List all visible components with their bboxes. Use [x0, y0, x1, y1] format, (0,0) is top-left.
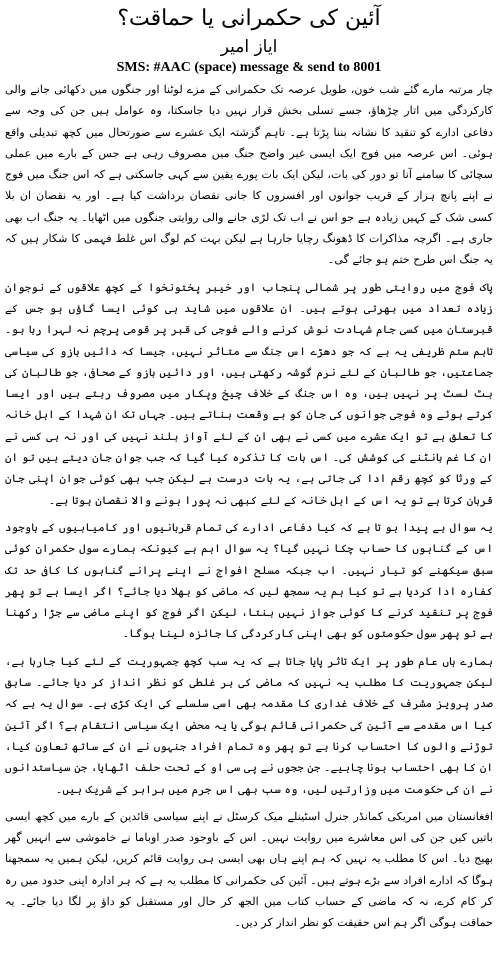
author-name: ایاز امیر — [220, 37, 278, 57]
article-body — [5, 79, 493, 934]
paragraph: پاک فوج میں روایتی طور پر شمالی پنجاب اور خیبر پختونخوا کے کچھ علاقوں کے نوجوان زیادہ تعداد میں بھرتی ہوتے ہیں۔ ان علاقوں میں شاید ہی کوئی ایسا گاؤں ہو جس کے قبرستان میں کسی جام شہادت نوش کرنے والے فوجی کی قبر پر قومی پرچم نہ لہرا رہا ہو۔ تاہم ستم ظریفی یہ ہے کہ جو دھڑے اس جنگ سے متاثر نہیں، جیسا کہ دائیں بازو کی سیاسی جماعتیں، جو طالبان کے لئے نرم گوشہ رکھتی ہیں، اور دائیں بازو کے صحافی، جو طالبان کی بٹ لسٹ پر نہیں ہیں، وہ اس جنگ کے خلاف چیخ وپکار میں مصروف رہتے ہیں اور ایسا کرتے ہوئے وہ فوجی جوانوں کی جان کو بے وقعت بناتے ہیں۔ جہاں تک ان شہدا کے اہل خانہ کا تعلق ہے تو ایک عشرے میں کسی نے بھی ان کے لئے آواز بلند نہیں کی اور نہ ہی کسی نے ان کا غم بانٹنے کی کوشش کی۔ اس بات کا تذکرہ کیا گیا کہ جب جوان جان دیتے ہیں تو ان کے ورثا کو کچھ رقم ادا کی جاتی ہے، یہ بات درست ہے لیکن جب بھی کوئی جوان اپنی جان قربان کرتا ہے تو یہ اس کے اہل خانہ کے لئے کبھی نہ پورا ہونے والا نقصان ہوتا ہے۔ — [5, 280, 493, 507]
paragraph: یہ سوال ہے پیدا ہو تا ہے کہ کیا دفاعی ادارے کی تمام قربانیوں اور کامیابیوں کے باوجود اس کے گناہوں کا حساب چکا نہیں گیا؟ یہ سوال اہم ہے کیونکہ ہمارے سول حکمران کوئی سبق سیکھنے کو تیار نہیں۔ اب جبکہ مسلح افواج نے اپنے پرانے گناہوں کا کافی حد تک کفارہ ادا کردیا ہے تو کیا ہم یہ سمجھ لیں کہ ماضی کو بھلا دیا جائے؟ اگر ایسا ہے تو پھر فوج پر تنقید کرنے کا کوئی جواز نہیں بنتا، لیکن اگر فوج کو اپنے ماضی سے جڑا رکھنا ہے تو پھر سول حکومتوں کو بھی اپنی کارکردگی کا جائزہ لینا ہوگا۔ — [5, 520, 493, 641]
sms-subscribe-line: SMS: #AAC (space) message & send to 8001 — [116, 60, 382, 75]
paragraph: چار مرتبہ مارے گئے شب خون، طویل عرصہ تک حکمرانی کے مزے لوٹنا اور جنگوں میں دکھائی جانے والی کارکردگی میں اتار چڑھاؤ، جسے تسلی بخش قرار نہیں دیا جاسکتا، وہ عوامل ہیں جن کی وجہ سے دفاعی ادارے کو تنقید کا نشانہ بننا پڑتا ہے۔ تاہم گزشتہ ایک عشرے سے صورتحال میں کچھ تبدیلی واقع ہوئی۔ اس عرصہ میں فوج ایک ایسی غیر واضح جنگ میں مصروف رہی ہے جس کے بارے میں عملی سچائی کا سامنے آنا تو دور کی بات، لیکن ایک بات پورے یقین سے کہی جاسکتی ہے کہ اس جنگ میں فوج نے اپنے پانچ ہزار کے قریب جوانوں اور افسروں کا جانی نقصان برداشت کیا ہے۔ اور یہ نقصان ان بلا کسی شک کے کہیں زیادہ ہے جو اس نے اب تک لڑی جانے والی روایتی جنگوں میں اٹھایا۔ یہ جنگ اب بھی جاری ہے۔ اگرچہ مذاکرات کا ڈھونگ رچایا جارہا ہے لیکن بہت کم لوگ اس غلط فہمی کا شکار ہیں کہ یہ جنگ اس طرح ختم ہو جائے گی۔ — [5, 83, 493, 267]
article-title: آئین کی حکمرانی یا حماقت؟ — [117, 6, 381, 31]
paragraph: ہمارے ہاں عام طور پر ایک تاثر پایا جاتا ہے کہ یہ سب کچھ جمہوریت کے لئے کیا جارہا ہے، لیکن جمہوریت کا مطلب یہ نہیں کہ ماضی کی ہر غلطی کو نظر انداز کر دیا جائے۔ سابق صدر پرویز مشرف کے خلاف غداری کا مقدمہ بھی اسی سلسلے کی ایک کڑی ہے۔ سوال یہ ہے کہ کیا اس مقدمے سے آئین کی حکمرانی قائم ہوگی یا یہ محض ایک سیاسی انتقام ہے؟ اگر آئین توڑنے والوں کا احتساب کرنا ہے تو پھر وہ تمام افراد جنہوں نے ان کے ساتھ تعاون کیا، ان کا بھی احتساب ہونا چاہیے۔ جن ججوں نے پی سی او کے تحت حلف اٹھایا، جن سیاستدانوں نے ان کی حکومت میں وزارتیں لیں، وہ سب بھی اس جرم میں برابر کے شریک ہیں۔ — [5, 654, 493, 796]
paragraph: افغانستان میں امریکی کمانڈر جنرل اسٹینلے میک کرسٹل نے اپنے سیاسی قائدین کے بارے میں کچھ ایسی باتیں کیں جن کی اس معاشرے میں روایت نہیں۔ اس کے باوجود صدر اوباما نے خاموشی سے انہیں گھر بھیج دیا۔ اس کا مطلب یہ نہیں کہ ہم اپنے ہاں بھی ایسی ہی روایت قائم کریں، لیکن ہمیں یہ سمجھنا ہوگا کہ ادارے افراد سے بڑے ہوتے ہیں۔ آئین کی حکمرانی کا مطلب یہ ہے کہ ہر ادارہ اپنی حدود میں رہ کر کام کرے، نہ کہ ماضی کے حساب کتاب میں الجھ کر حال اور مستقبل کو داؤ پر لگا دیا جائے۔ یہ حماقت ہوگی اگر ہم اس حقیقت کو نظر انداز کر دیں۔ — [5, 809, 493, 930]
